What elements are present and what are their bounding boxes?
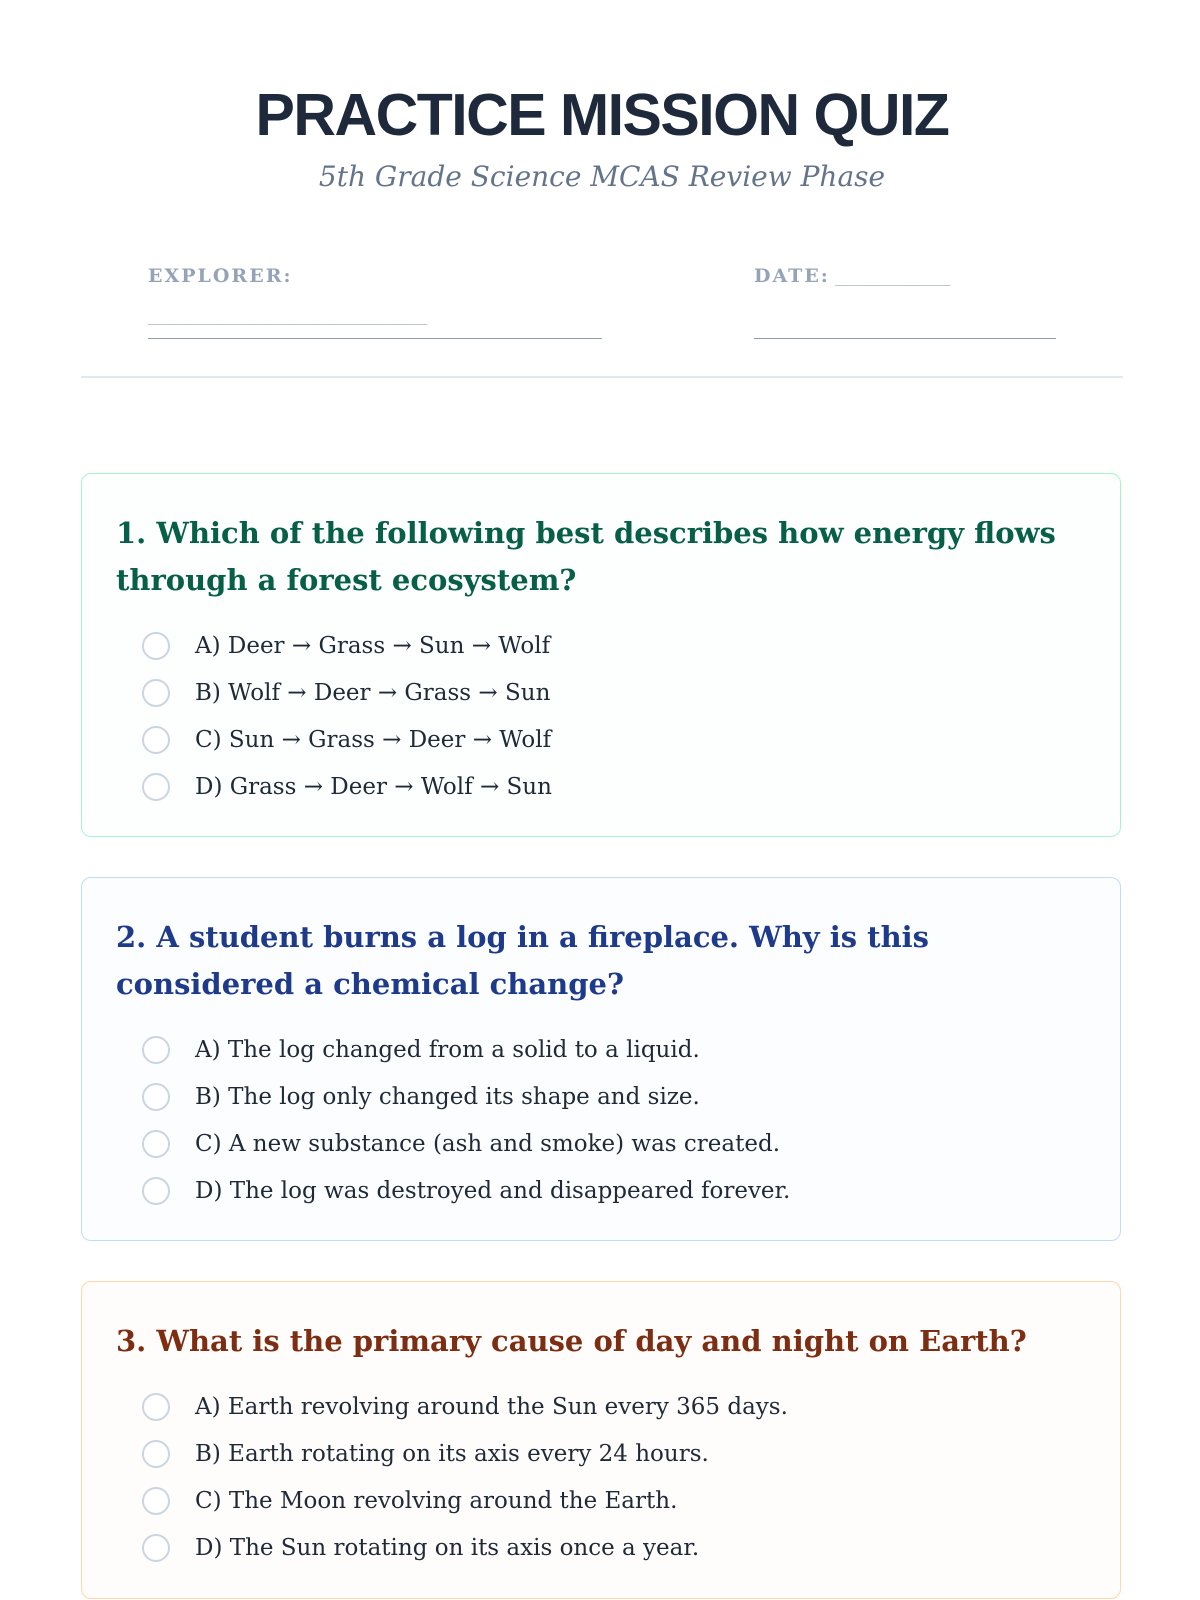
option-label: B) Earth rotating on its axis every 24 hours. xyxy=(195,1440,709,1467)
answer-option[interactable] xyxy=(142,1167,1086,1214)
radio-button[interactable] xyxy=(142,1487,170,1515)
option-label: C) Sun → Grass → Deer → Wolf xyxy=(195,726,552,753)
page-subtitle: 5th Grade Science MCAS Review Phase xyxy=(318,160,886,193)
student-info xyxy=(81,236,1123,376)
answer-option[interactable] xyxy=(142,622,1086,669)
question-card xyxy=(81,473,1121,837)
answer-option[interactable] xyxy=(142,1026,1086,1073)
answer-option[interactable] xyxy=(142,716,1086,763)
option-label: C) The Moon revolving around the Earth. xyxy=(195,1487,678,1514)
radio-button[interactable] xyxy=(142,1177,170,1205)
radio-button[interactable] xyxy=(142,773,170,801)
answer-option[interactable] xyxy=(142,1477,1086,1524)
answer-option[interactable] xyxy=(142,763,1086,810)
page-title: PRACTICE MISSION QUIZ xyxy=(255,82,949,148)
option-label: B) The log only changed its shape and size. xyxy=(195,1083,700,1110)
option-label: D) The Sun rotating on its axis once a year. xyxy=(195,1534,700,1561)
option-label: A) Deer → Grass → Sun → Wolf xyxy=(195,632,551,659)
date-label: DATE: xyxy=(754,265,830,287)
explorer-field[interactable] xyxy=(148,264,602,339)
question-text: 3. What is the primary cause of day and night on Earth? xyxy=(116,1324,1027,1358)
question-text: 2. A student burns a log in a fireplace. Why is this considered a chemical change? xyxy=(116,920,929,1001)
option-label: A) Earth revolving around the Sun every 365 days. xyxy=(195,1393,788,1420)
date-field[interactable] xyxy=(754,264,1056,339)
answer-option[interactable] xyxy=(142,1430,1086,1477)
header-divider xyxy=(81,376,1123,378)
option-label: A) The log changed from a solid to a liquid. xyxy=(195,1036,700,1063)
radio-button[interactable] xyxy=(142,1534,170,1562)
answer-option[interactable] xyxy=(142,1524,1086,1571)
radio-button[interactable] xyxy=(142,632,170,660)
radio-button[interactable] xyxy=(142,1393,170,1421)
question-card xyxy=(81,877,1121,1241)
explorer-blank: _____________________________ xyxy=(148,306,428,325)
radio-button[interactable] xyxy=(142,1036,170,1064)
date-blank: ____________ xyxy=(834,267,951,286)
option-label: D) Grass → Deer → Wolf → Sun xyxy=(195,773,552,800)
option-list xyxy=(116,622,1086,810)
option-label: B) Wolf → Deer → Grass → Sun xyxy=(195,679,551,706)
question-card xyxy=(81,1281,1121,1599)
answer-option[interactable] xyxy=(142,669,1086,716)
option-label: C) A new substance (ash and smoke) was created. xyxy=(195,1130,781,1157)
answer-option[interactable] xyxy=(142,1073,1086,1120)
radio-button[interactable] xyxy=(142,1130,170,1158)
option-list xyxy=(116,1383,1086,1571)
radio-button[interactable] xyxy=(142,726,170,754)
radio-button[interactable] xyxy=(142,1440,170,1468)
option-list xyxy=(116,1026,1086,1214)
radio-button[interactable] xyxy=(142,1083,170,1111)
answer-option[interactable] xyxy=(142,1120,1086,1167)
quiz-page xyxy=(81,0,1123,1561)
explorer-label: EXPLORER: xyxy=(148,265,293,287)
answer-option[interactable] xyxy=(142,1383,1086,1430)
radio-button[interactable] xyxy=(142,679,170,707)
question-text: 1. Which of the following best describes how energy flows through a forest ecosystem? xyxy=(116,516,1056,597)
option-label: D) The log was destroyed and disappeared forever. xyxy=(195,1177,791,1204)
